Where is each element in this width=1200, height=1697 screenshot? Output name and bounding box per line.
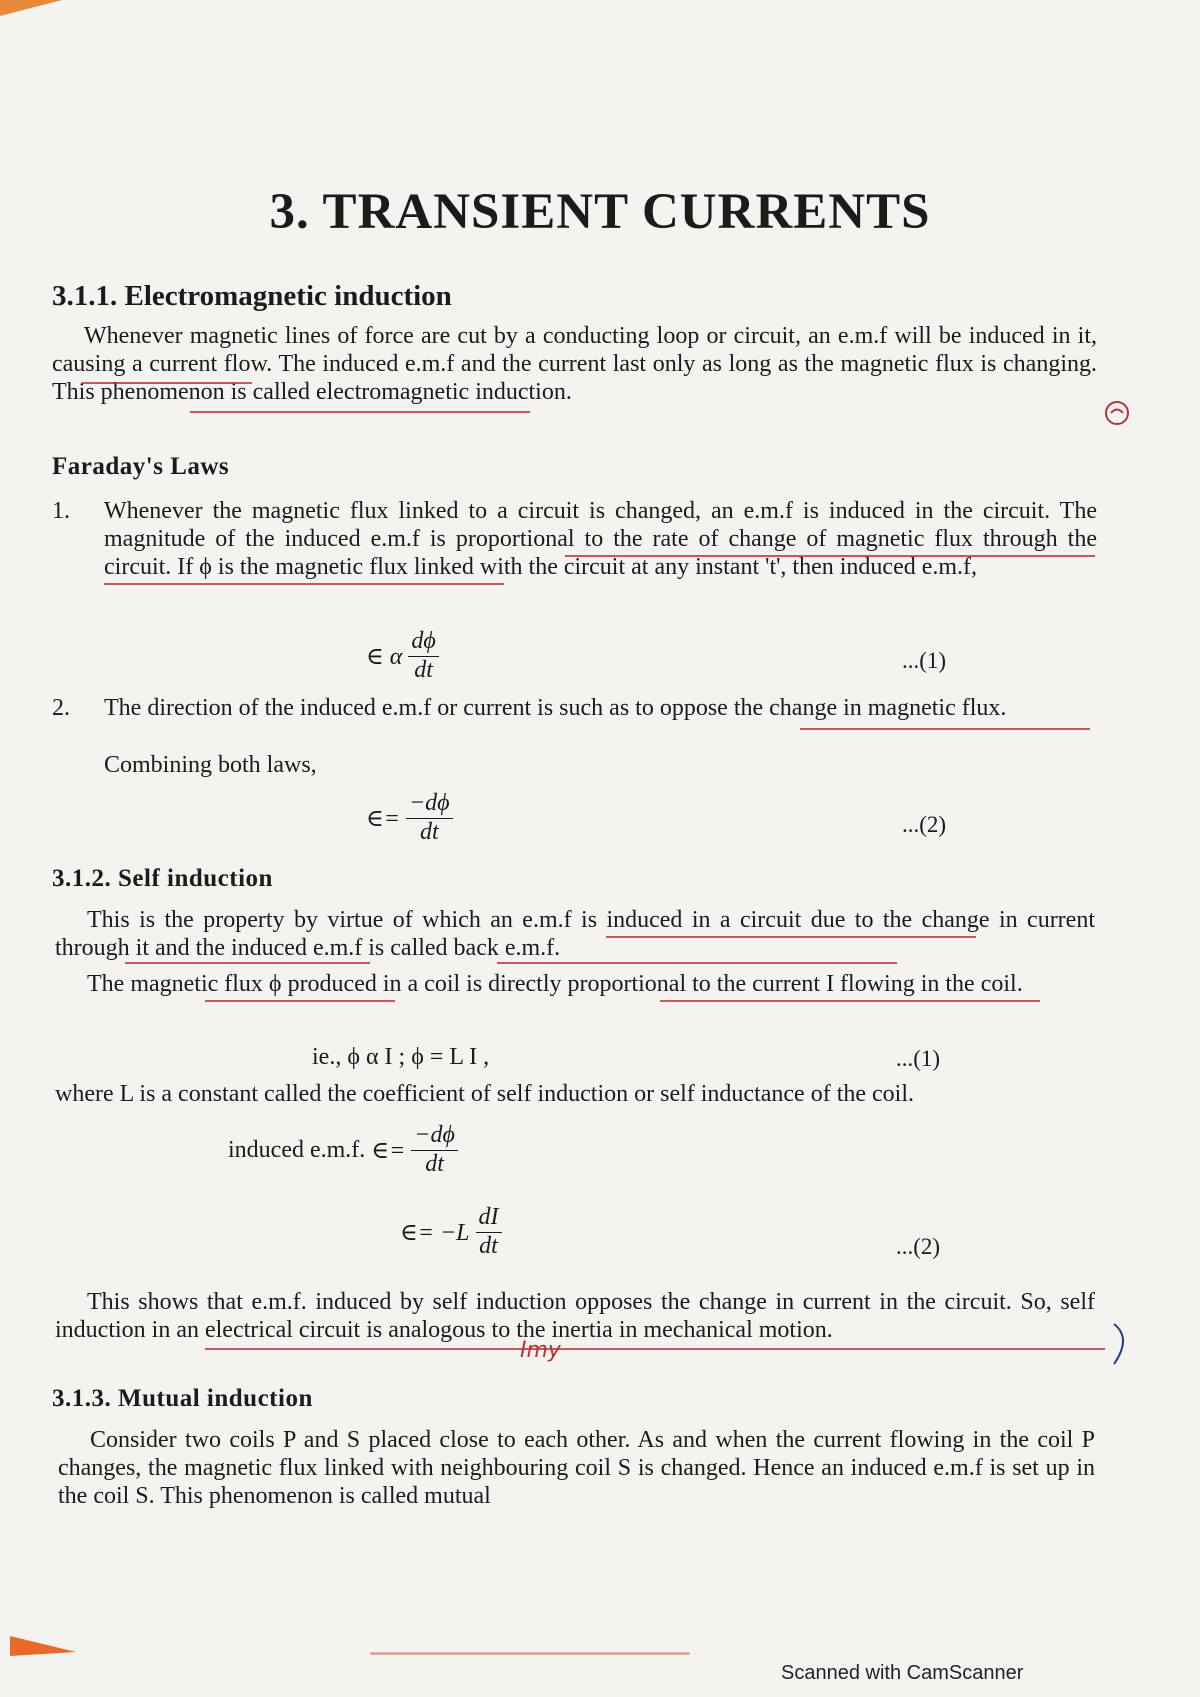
camscanner-watermark: Scanned with CamScanner xyxy=(781,1662,1024,1684)
equation-lhs: ∈= xyxy=(366,805,400,832)
self-induction-equation-2 xyxy=(400,1204,502,1260)
pen-underline xyxy=(82,382,252,384)
section-heading-mutual-induction: 3.1.3. Mutual induction xyxy=(52,1385,313,1412)
orange-corner-mark xyxy=(0,0,70,20)
section-heading-self-induction: 3.1.2. Self induction xyxy=(52,865,273,892)
orange-bottom-mark xyxy=(10,1636,80,1658)
fraction-numerator: dI xyxy=(476,1204,502,1233)
faraday-laws-heading: Faraday's Laws xyxy=(52,453,230,480)
pen-underline xyxy=(497,962,897,964)
self-induction-paragraph-4: This shows that e.m.f. induced by self induction opposes the change in current in the circuit. So, self induction in an electrical circuit is analogous to the inertia in mechanical motion. xyxy=(55,1289,1095,1343)
pen-underline xyxy=(205,1348,1105,1350)
faraday-law-2-text: The direction of the induced e.m.f or current is such as to oppose the change in magnetic flux. xyxy=(104,695,1007,721)
pen-underline xyxy=(104,583,504,585)
fraction xyxy=(408,628,438,684)
faraday-law-2 xyxy=(52,694,1097,722)
pen-underline xyxy=(125,962,370,964)
fraction xyxy=(411,1122,458,1178)
equation-number: ...(1) xyxy=(902,648,947,673)
self-induction-equation-1 xyxy=(312,1044,489,1071)
faraday-equation-2 xyxy=(366,790,453,846)
handwritten-note: Imy xyxy=(520,1338,561,1363)
pen-underline xyxy=(190,411,530,413)
equation-prefix: induced e.m.f. xyxy=(228,1136,366,1163)
fraction-numerator: −dϕ xyxy=(406,790,453,819)
self-induction-paragraph-2: The magnetic flux ϕ produced in a coil is directly proportional to the current I flowing in the coil. xyxy=(87,971,1023,997)
paragraph-electromagnetic-induction: Whenever magnetic lines of force are cut by a conducting loop or circuit, an e.m.f will be induced in it, causing a current flow. The induced e.m.f and the current last only as long as the magnetic flux is changing. This phenomenon is called electromagnetic induction. xyxy=(52,323,1097,405)
chapter-title: 3. TRANSIENT CURRENTS xyxy=(269,184,931,240)
faraday-equation-1 xyxy=(366,628,439,684)
mutual-induction-paragraph: Consider two coils P and S placed close to each other. As and when the current flowing in the coil P changes, the magnetic flux linked with neighbouring coil S is changed. Hence an induced e.m.f is set up in the coil S. This phenomenon is called mutual xyxy=(58,1427,1095,1509)
combining-laws-text: Combining both laws, xyxy=(104,752,317,778)
equation-lhs: ∈= xyxy=(371,1137,406,1164)
fraction xyxy=(476,1204,502,1260)
pen-underline xyxy=(205,1000,395,1002)
pen-underline xyxy=(606,936,976,938)
fraction-denominator: dt xyxy=(479,1232,498,1259)
list-number: 2. xyxy=(52,695,70,721)
equation-number: ...(1) xyxy=(896,1046,941,1071)
equation-lhs: ∈ α xyxy=(366,643,403,670)
faraday-law-1 xyxy=(52,497,1097,581)
induced-emf-equation xyxy=(228,1122,458,1178)
self-inductance-definition: where L is a constant called the coefficient of self induction or self inductance of the coil. xyxy=(55,1081,915,1107)
bottom-pen-line xyxy=(370,1652,690,1655)
pen-underline xyxy=(565,555,1095,557)
fraction-denominator: dt xyxy=(425,1150,444,1177)
fraction-denominator: dt xyxy=(414,656,433,683)
faraday-law-1-text: Whenever the magnetic flux linked to a circuit is changed, an e.m.f is induced in the circuit. The magnitude of the induced e.m.f is proportional to the rate of change of magnetic flux through the circuit. If ϕ is the magnetic flux linked with the circuit at any instant 't', then induced e.m.f, xyxy=(104,498,1097,580)
fraction-numerator: dϕ xyxy=(408,628,438,657)
equation-text: ie., ϕ α I ; ϕ = L I , xyxy=(312,1044,490,1070)
section-heading-electromagnetic-induction: 3.1.1. Electromagnetic induction xyxy=(52,280,452,312)
list-number: 1. xyxy=(52,498,70,524)
pen-underline xyxy=(800,728,1090,730)
equation-lhs: ∈= −L xyxy=(400,1219,470,1246)
pen-underline xyxy=(660,1000,1040,1002)
equation-number: ...(2) xyxy=(902,812,947,837)
fraction-denominator: dt xyxy=(419,818,439,845)
self-induction-paragraph-1: This is the property by virtue of which an e.m.f is induced in a circuit due to the change in current through it and the induced e.m.f is called back e.m.f. xyxy=(55,907,1095,961)
fraction xyxy=(406,790,453,846)
pen-circle-mark-icon xyxy=(1102,398,1132,428)
fraction-numerator: −dϕ xyxy=(411,1122,458,1151)
pen-bracket-mark-icon xyxy=(1108,1320,1138,1370)
equation-number: ...(2) xyxy=(896,1234,941,1259)
